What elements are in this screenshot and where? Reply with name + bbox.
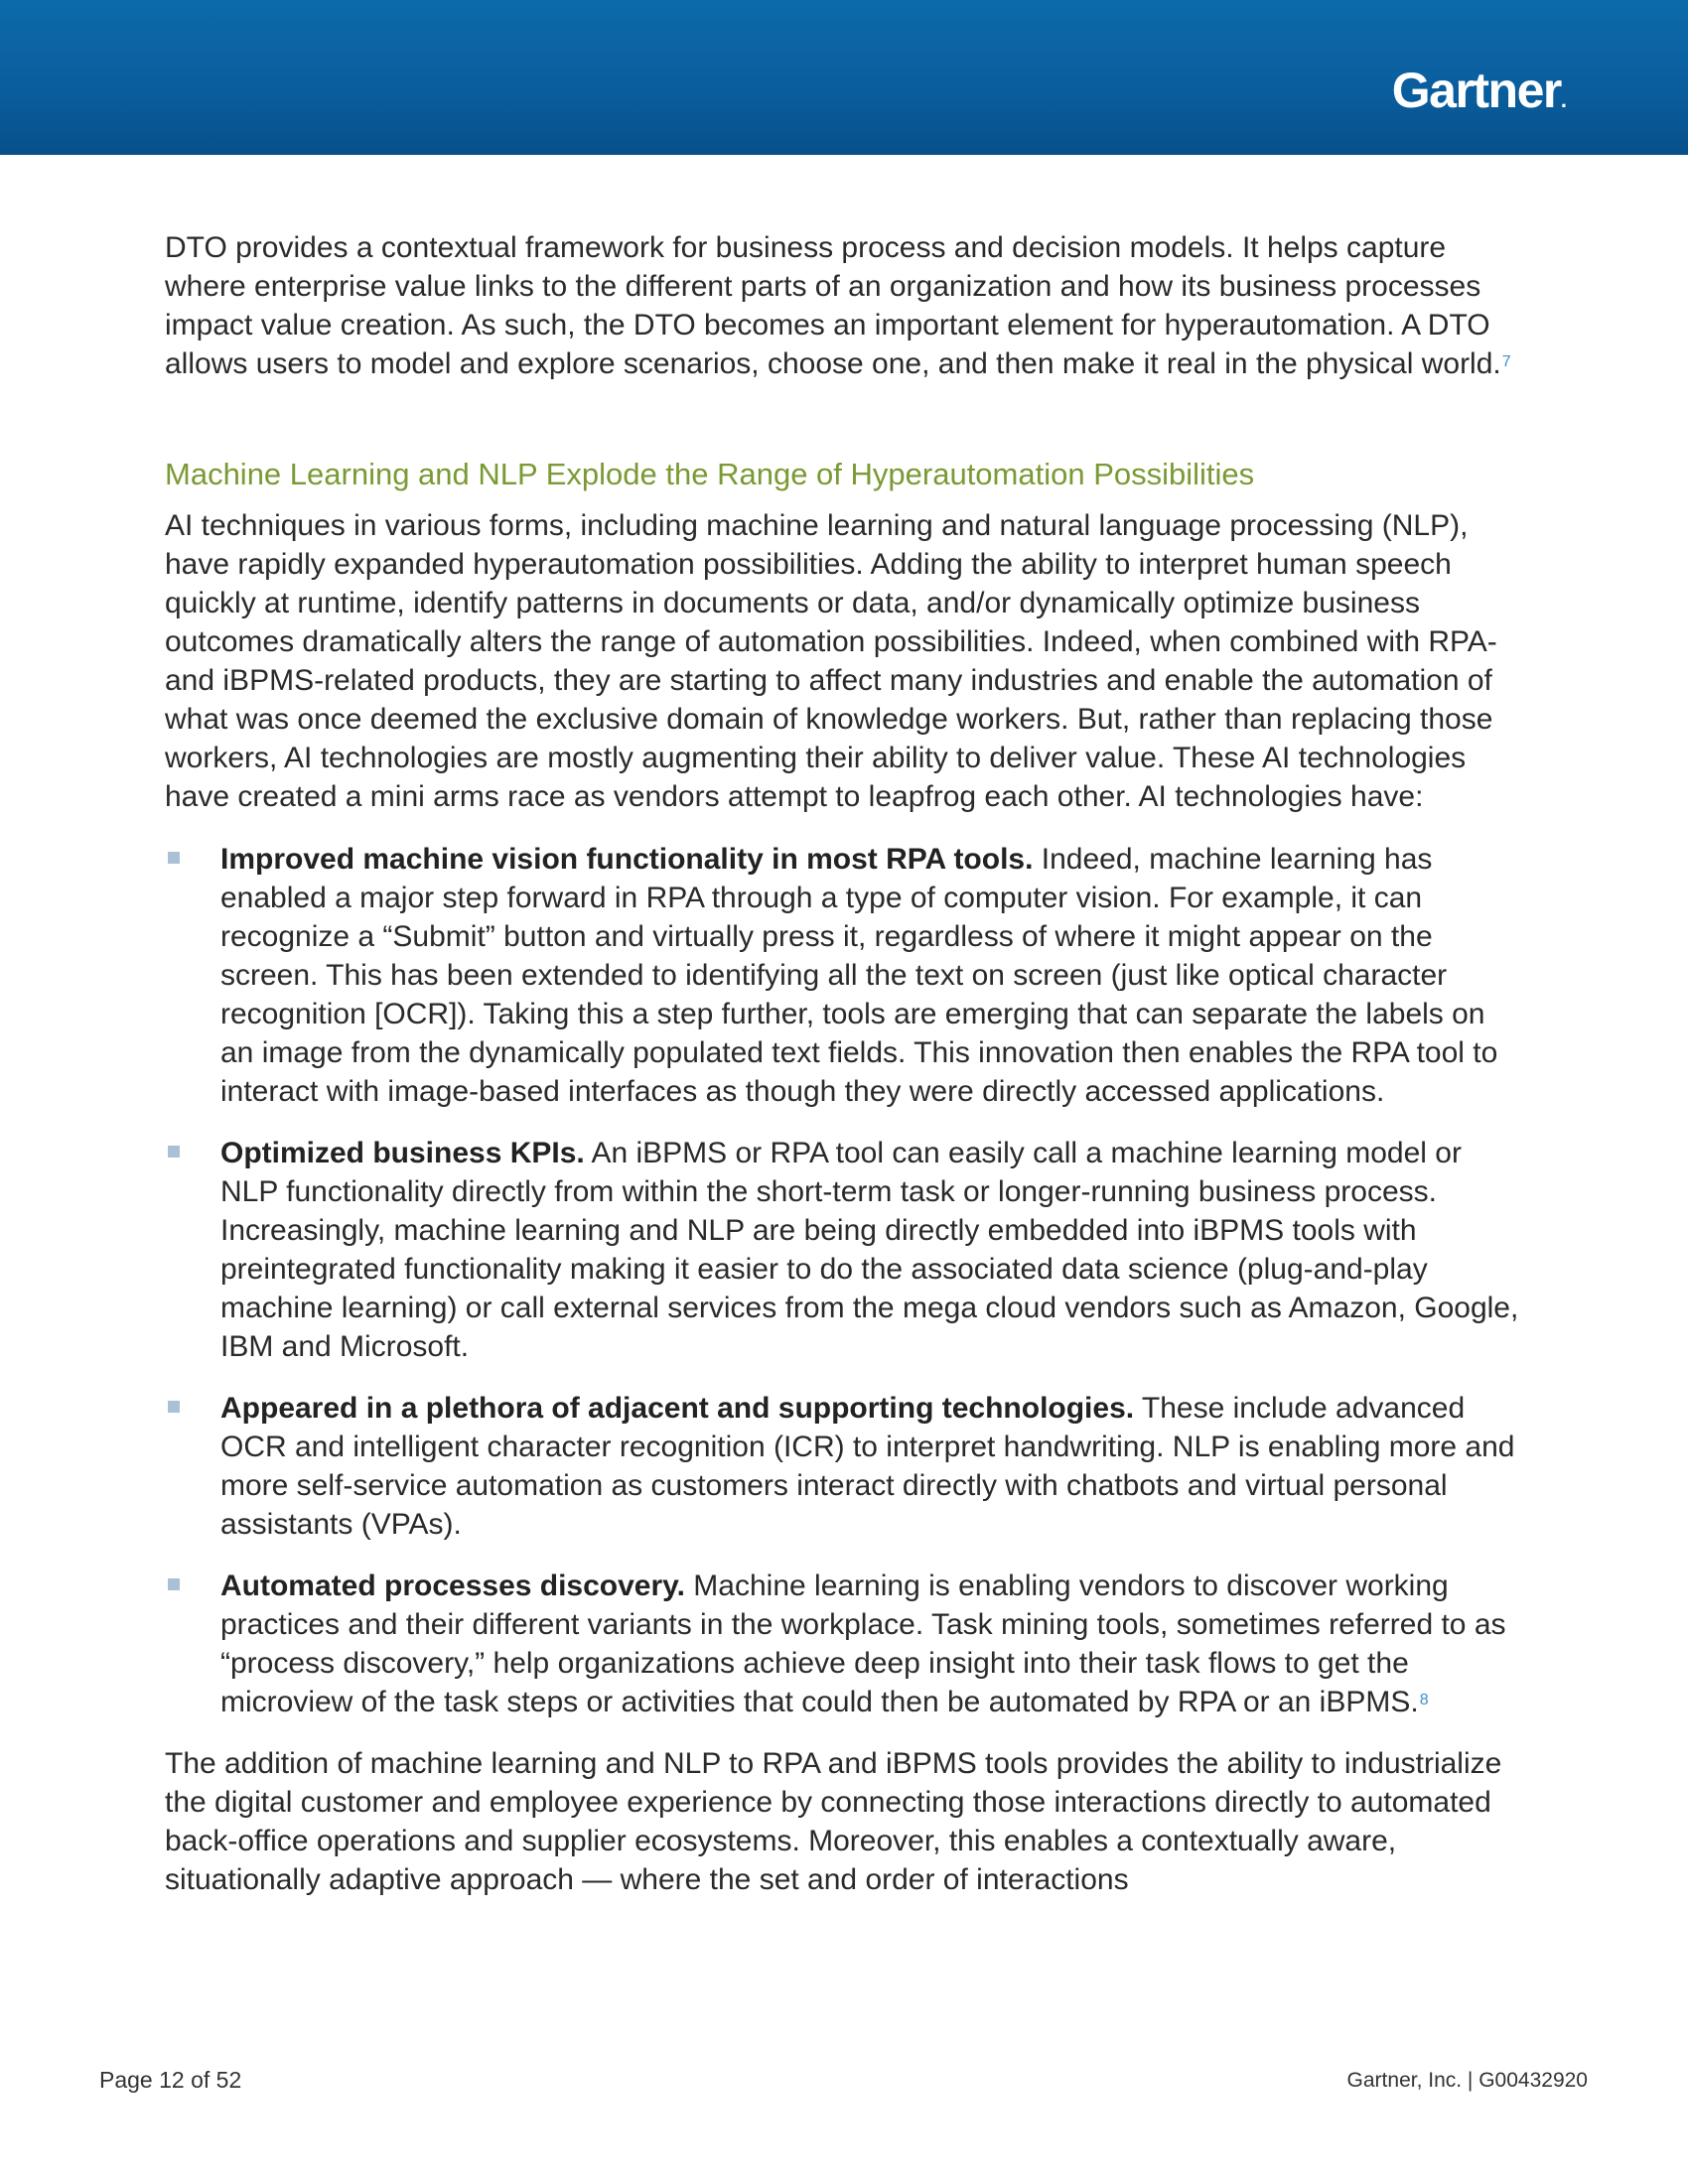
section-heading: Machine Learning and NLP Explode the Range of Hyperautomation Possibilities bbox=[165, 457, 1255, 491]
bullet-square-icon bbox=[168, 1578, 180, 1590]
section-paragraph: AI techniques in various forms, including machine learning and natural language processing (NLP), have rapidly expanded hyperautomation possibilities. Adding the ability to interpret human speech quickly at runtime, identify patterns in documents or data, and/or dynamically optimize business outcomes dramatically alters the range of automation possibilities. Indeed, when combined with RPA- and iBPMS-related products, they are starting to affect many industries and enable the automation of what was once deemed the exclusive domain of knowledge workers. But, rather than replacing those workers, AI technologies are mostly augmenting their ability to deliver value. These AI technologies have created a mini arms race as vendors attempt to leapfrog each other. AI technologies have: bbox=[165, 509, 1497, 813]
document-id: Gartner, Inc. | G00432920 bbox=[1346, 2069, 1588, 2092]
list-item: Improved machine vision functionality in most RPA tools. Indeed, machine learning has enabled a major step forward in RPA through a type of computer vision. For example, it can recognize a “Submit” button and virtually press it, regardless of where it might appear on the screen. This has been extended to identifying all the text on screen (just like optical character recognition [OCR]). Taking this a step further, tools are emerging that can separate the labels on an image from the dynamically populated text fields. This innovation then enables the RPA tool to interact with image-based interfaces as though they were directly accessed applications. bbox=[165, 840, 1525, 1111]
page-number: Page 12 of 52 bbox=[99, 2067, 242, 2093]
bullet-square-icon bbox=[168, 852, 180, 864]
bullet-square-icon bbox=[168, 1401, 180, 1413]
footnote-link[interactable]: 8 bbox=[1419, 1692, 1429, 1708]
list-item: Optimized business KPIs. An iBPMS or RPA tool can easily call a machine learning model or NLP functionality directly from within the short-term task or longer-running business process. Increasingly, machine learning and NLP are being directly embedded into iBPMS tools with preintegrated functionality making it easier to do the associated data science (plug-and-play machine learning) or call external services from the mega cloud vendors such as Amazon, Google, IBM and Microsoft. bbox=[165, 1134, 1525, 1366]
list-item: Automated processes discovery. Machine learning is enabling vendors to discover working practices and their different variants in the workplace. Task mining tools, sometimes referred to as “process discovery,” help organizations achieve deep insight into their task flows to get the microview of the task steps or activities that could then be automated by RPA or an iBPMS.$^8$ bbox=[165, 1567, 1525, 1721]
document-body bbox=[165, 228, 1525, 1899]
footnote-link[interactable]: 7 bbox=[1501, 353, 1511, 370]
intro-paragraph: DTO provides a contextual framework for business process and decision models. It helps capture where enterprise value links to the different parts of an organization and how its business processes impact value creation. As such, the DTO becomes an important element for hyperautomation. A DTO allows users to model and explore scenarios, choose one, and then make it real in the physical world.$^7$ bbox=[165, 231, 1511, 380]
bullet-square-icon bbox=[168, 1146, 180, 1158]
closing-paragraph: The addition of machine learning and NLP to RPA and iBPMS tools provides the ability to industrialize the digital customer and employee experience by connecting those interactions directly to automated back-office operations and supplier ecosystems. Moreover, this enables a contextually aware, situationally adaptive approach — where the set and order of interactions bbox=[165, 1747, 1502, 1896]
gartner-logo: Gartner. bbox=[1391, 63, 1567, 118]
bullet-list bbox=[165, 840, 1525, 1721]
list-item: Appeared in a plethora of adjacent and supporting technologies. These include advanced OCR and intelligent character recognition (ICR) to interpret handwriting. NLP is enabling more and more self-service automation as customers interact directly with chatbots and virtual personal assistants (VPAs). bbox=[165, 1389, 1525, 1544]
page-header bbox=[0, 0, 1688, 155]
